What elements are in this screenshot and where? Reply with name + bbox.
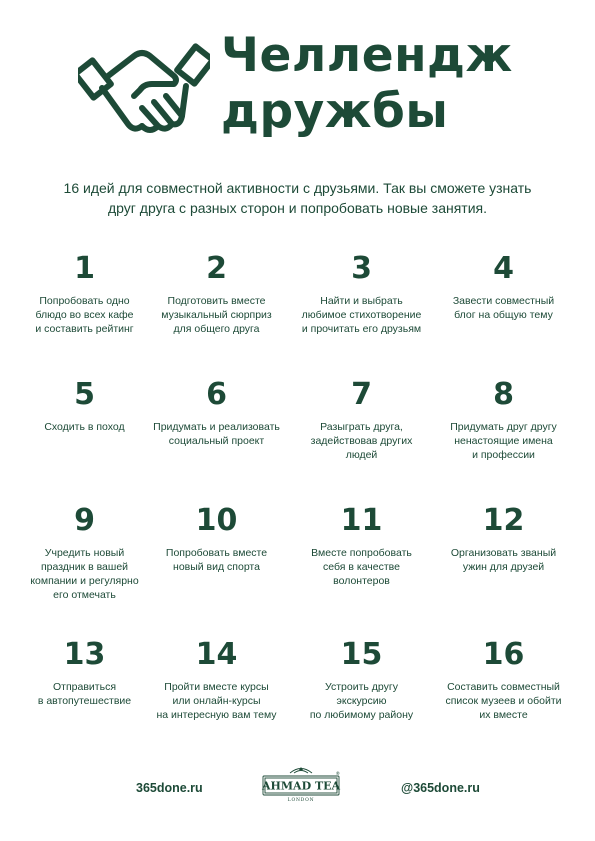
idea-item <box>289 634 434 722</box>
idea-text: Пройти вместе курсы или онлайн-курсы на интересную вам тему <box>156 681 277 721</box>
website-link[interactable]: 365done.ru <box>136 781 203 795</box>
idea-number: 13 <box>63 637 106 672</box>
ideas-row-1 <box>0 248 595 358</box>
idea-item <box>144 500 289 574</box>
idea-number: 7 <box>351 377 372 412</box>
idea-text: Найти и выбрать любимое стихотворение и прочитать его друзьям <box>301 295 422 335</box>
idea-number: 9 <box>74 503 95 538</box>
idea-number: 2 <box>206 251 227 286</box>
intro-line-2: друг друга с разных сторон и попробовать новые занятия. <box>107 200 487 216</box>
idea-number: 16 <box>482 637 525 672</box>
idea-item <box>12 374 157 434</box>
idea-number: 14 <box>195 637 238 672</box>
idea-number: 1 <box>74 251 95 286</box>
idea-text: Составить совместный список музеев и обойти их вместе <box>445 681 562 721</box>
idea-item <box>144 248 289 336</box>
idea-item <box>12 634 157 708</box>
idea-number: 5 <box>74 377 95 412</box>
brand-city: LONDON <box>287 798 315 803</box>
handshake-icon <box>78 36 210 144</box>
ahmad-tea-logo <box>260 764 342 804</box>
registered-mark: ® <box>335 772 340 777</box>
idea-text: Завести совместный блог на общую тему <box>452 295 555 321</box>
idea-number: 11 <box>340 503 383 538</box>
idea-item <box>431 500 576 574</box>
social-handle-link[interactable]: @365done.ru <box>401 781 480 795</box>
idea-item <box>144 634 289 722</box>
intro-line-1: 16 идей для совместной активности с друзьями. Так вы сможете узнать <box>63 180 532 196</box>
idea-item <box>12 500 157 602</box>
idea-text: Вместе попробовать себя в качестве волонтеров <box>311 547 412 587</box>
idea-number: 4 <box>493 251 514 286</box>
page-title <box>221 28 513 140</box>
ideas-row-4 <box>0 634 595 744</box>
idea-number: 8 <box>493 377 514 412</box>
idea-number: 3 <box>351 251 372 286</box>
idea-text: Попробовать одно блюдо во всех кафе и составить рейтинг <box>35 295 134 335</box>
idea-number: 10 <box>195 503 238 538</box>
idea-item <box>431 374 576 462</box>
idea-text: Организовать званый ужин для друзей <box>450 547 557 573</box>
brand-name: AHMAD TEA <box>261 779 341 793</box>
idea-text: Разыграть друга, задействовав других людей <box>310 421 413 461</box>
ideas-row-3 <box>0 500 595 610</box>
idea-text: Подготовить вместе музыкальный сюрприз для общего друга <box>161 295 272 335</box>
title-line-2: дружбы <box>221 84 449 139</box>
title-line-1: Челлендж <box>221 28 513 83</box>
idea-item <box>431 248 576 322</box>
idea-number: 6 <box>206 377 227 412</box>
idea-item <box>289 500 434 588</box>
idea-text: Попробовать вместе новый вид спорта <box>165 547 268 573</box>
idea-text: Отправиться в автопутешествие <box>37 681 132 707</box>
intro-text <box>40 178 555 218</box>
idea-number: 15 <box>340 637 383 672</box>
idea-item <box>144 374 289 448</box>
idea-item <box>12 248 157 336</box>
idea-item <box>289 374 434 462</box>
idea-text: Придумать друг другу ненастоящие имена и профессии <box>450 421 557 461</box>
idea-item <box>431 634 576 722</box>
idea-text: Учредить новый праздник в вашей компании и регулярно его отмечать <box>30 547 139 601</box>
idea-text: Сходить в поход <box>44 421 125 433</box>
idea-number: 12 <box>482 503 525 538</box>
idea-item <box>289 248 434 336</box>
idea-text: Устроить другу экскурсию по любимому району <box>309 681 414 721</box>
ideas-row-2 <box>0 374 595 484</box>
idea-text: Придумать и реализовать социальный проект <box>153 421 280 447</box>
